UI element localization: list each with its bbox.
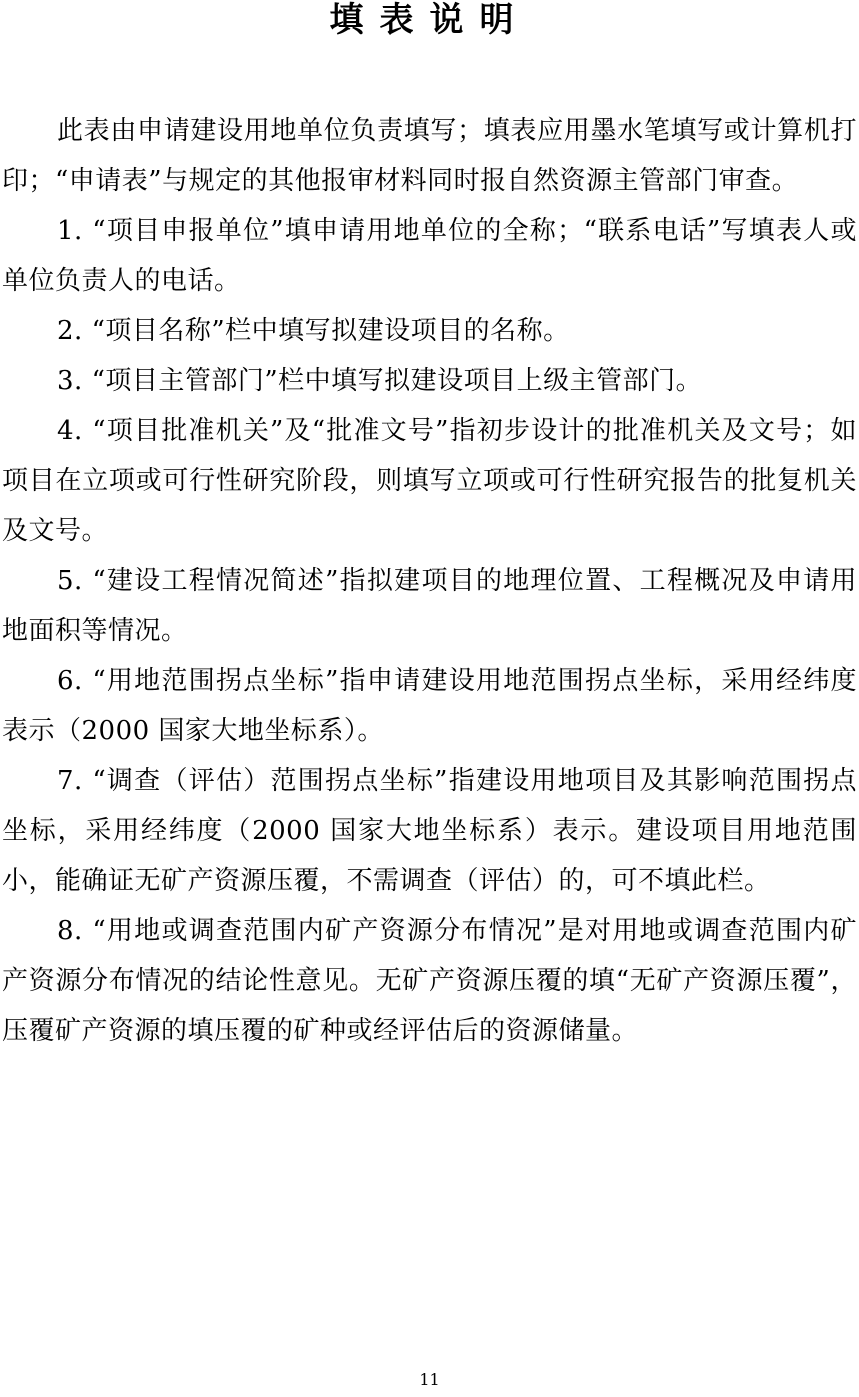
instruction-item-7: 7. “调查（评估）范围拐点坐标”指建设用地项目及其影响范围拐点坐标，采用经纬度（2000 国家大地坐标系）表示。建设项目用地范围小，能确证无矿产资源压覆，不需调查（评估）的，可不填此栏。 (2, 766, 857, 896)
instruction-item-3: 3. “项目主管部门”栏中填写拟建设项目上级主管部门。 (57, 366, 703, 396)
instructions-body (2, 106, 857, 1056)
instruction-item-8: 8. “用地或调查范围内矿产资源分布情况”是对用地或调查范围内矿产资源分布情况的结论性意见。无矿产资源压覆的填“无矿产资源压覆”，压覆矿产资源的填压覆的矿种或经评估后的资源储量。 (2, 916, 857, 1046)
intro-paragraph: 此表由申请建设用地单位负责填写；填表应用墨水笔填写或计算机打印；“申请表”与规定的其他报审材料同时报自然资源主管部门审查。 (2, 116, 857, 196)
page-number: 11 (419, 1370, 440, 1389)
instruction-item-4: 4. “项目批准机关”及“批准文号”指初步设计的批准机关及文号；如项目在立项或可行性研究阶段，则填写立项或可行性研究报告的批复机关及文号。 (2, 416, 857, 546)
instruction-item-1: 1. “项目申报单位”填申请用地单位的全称；“联系电话”写填表人或单位负责人的电话。 (2, 216, 857, 296)
instruction-item-2: 2. “项目名称”栏中填写拟建设项目的名称。 (57, 316, 570, 346)
instruction-item-5: 5. “建设工程情况简述”指拟建项目的地理位置、工程概况及申请用地面积等情况。 (2, 566, 857, 646)
page-title: 填表说明 (329, 0, 530, 40)
instruction-item-6: 6. “用地范围拐点坐标”指申请建设用地范围拐点坐标，采用经纬度表示（2000 国家大地坐标系）。 (2, 666, 857, 746)
